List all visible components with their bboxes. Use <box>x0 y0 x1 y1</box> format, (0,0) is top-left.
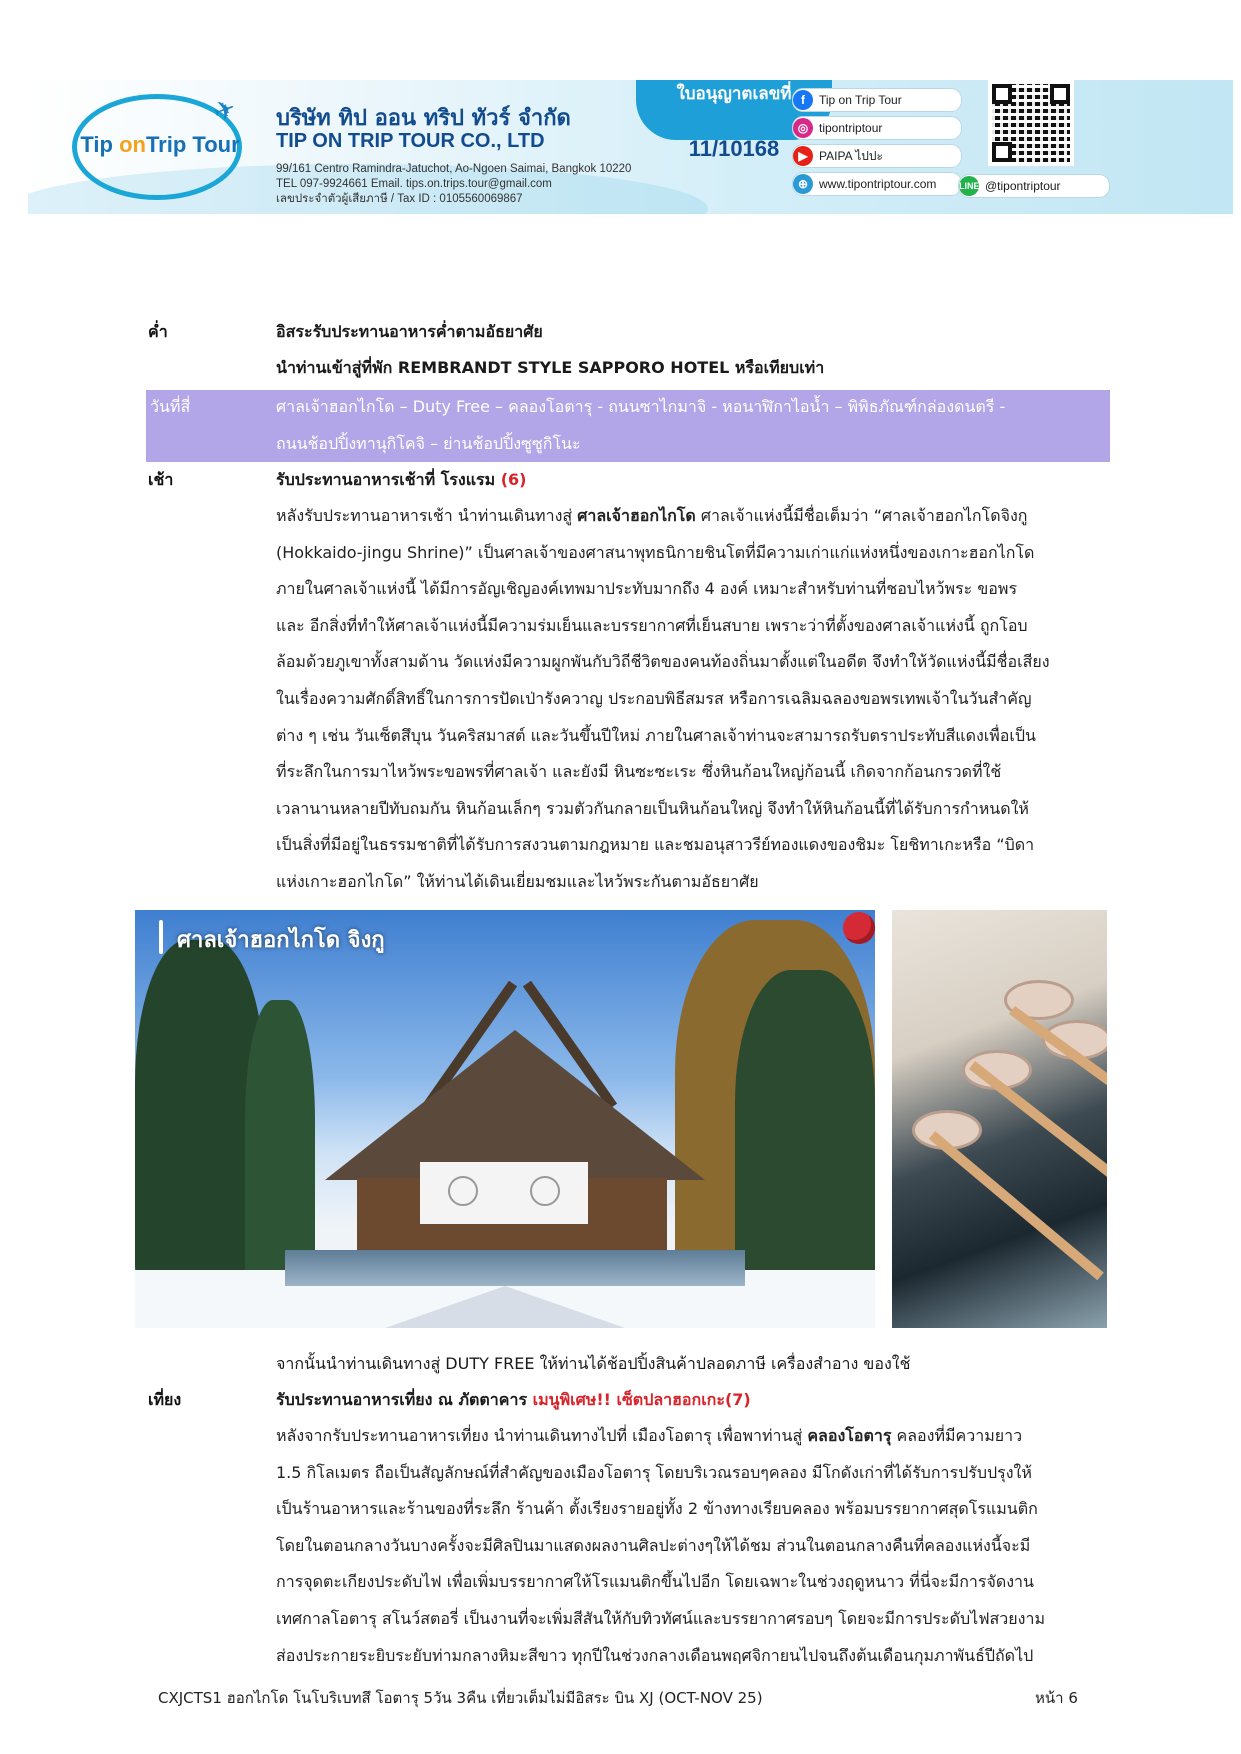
page-number: หน้า 6 <box>1035 1689 1078 1707</box>
social-facebook[interactable] <box>792 88 962 112</box>
company-name-english: TIP ON TRIP TOUR CO., LTD <box>276 130 545 152</box>
instagram-icon: ◎ <box>793 118 813 138</box>
lunch-text: รับประทานอาหารเที่ยง ณ ภัตตาคาร เมนูพิเศษ!! เซ็ตปลาฮอกเกะ(7) <box>276 1390 751 1409</box>
paragraph-line: หลังรับประทานอาหารเช้า นำท่านเดินทางสู่ ศาลเจ้าฮอกไกโด ศาลเจ้าแห่งนี้มีชื่อเต็มว่า “ศาลเจ้าฮอกไกโดจิงกู <box>276 506 1028 525</box>
line-app-icon: LINE <box>959 176 979 196</box>
day-label: วันที่สี่ <box>150 397 191 416</box>
social-instagram[interactable] <box>792 116 962 140</box>
license-label: ใบอนุญาตเลขที่ <box>676 84 792 104</box>
social-line-label: @tipontriptour <box>985 179 1061 193</box>
shrine-curtain <box>420 1162 588 1224</box>
footer-program-code: CXJCTS1 ฮอกไกโด โนโบริเบทสึ โอตารุ 5วัน 3คืน เที่ยวเต็มไม่มีอิสระ บิน XJ (OCT-NOV 25) <box>158 1689 763 1707</box>
web-icon: ⊕ <box>793 174 813 194</box>
caption-accent-bar <box>159 920 163 954</box>
company-address-block <box>276 162 631 207</box>
social-instagram-label: tipontriptour <box>819 121 883 135</box>
company-tax-id: เลขประจำตัวผู้เสียภาษี / Tax ID : 0105560069867 <box>276 193 523 205</box>
shrine-main-photo <box>135 910 875 1328</box>
paragraph-line: ต่าง ๆ เช่น วันเซ็ตสึบุน วันคริสมาสต์ และวันขึ้นปีใหม่ ภายในศาลเจ้าท่านจะสามารถรับตราประทับสีแดงเพื่อเป็น <box>276 725 1036 745</box>
paragraph-line: การจุดตะเกียงประดับไฟ เพื่อเพิ่มบรรยากาศให้โรแมนติกขึ้นไปอีก โดยเฉพาะในช่วงฤดูหนาว ที่นี่จะมีการจัดงาน <box>276 1572 1034 1592</box>
paragraph-line: (Hokkaido-jingu Shrine)” เป็นศาลเจ้าของศาสนาพุทธนิกายชินโตที่มีความเก่าแก่แห่งหนึ่งของเกาะฮอกไกโด <box>276 542 1035 562</box>
pushpin-icon <box>843 912 875 944</box>
canal-name: คลองโอตารุ <box>807 1426 892 1445</box>
breakfast-meal-code: (6) <box>500 470 527 489</box>
social-facebook-label: Tip on Trip Tour <box>819 93 902 107</box>
paragraph-line: โดยในตอนกลางวันบางครั้งจะมีศิลปินมาแสดงผลงานศิลปะต่างๆให้ได้ชม ส่วนในตอนกลางคืนที่คลองแห่งนี้จะมี <box>276 1535 1031 1555</box>
facebook-icon: f <box>793 90 813 110</box>
paragraph-line: เป็นสิ่งที่มีอยู่ในธรรมชาติที่ได้รับการสงวนตามกฎหมาย และชมอนุสาวรีย์ทองแดงของชิมะ โยชิทาเกะหรือ “บิดา <box>276 835 1035 855</box>
license-number: 11/10168 <box>688 136 780 161</box>
social-links <box>792 88 962 200</box>
company-address: 99/161 Centro Ramindra-Jatuchot, Ao-Ngoen Saimai, Bangkok 10220 <box>276 163 632 175</box>
day-heading-bar <box>146 390 1110 462</box>
day-itinerary-line-2: ถนนช้อปปิ้งทานุกิโคจิ – ย่านช้อปปิ้งซูซูกิโนะ <box>276 434 581 453</box>
social-youtube-label: PAIPA ไปปะ <box>819 148 883 163</box>
day-itinerary-line-1: ศาลเจ้าฮอกไกโด – Duty Free – คลองโอตารุ - ถนนซาไกมาจิ - หอนาฬิกาไอน้ำ – พิพิธภัณฑ์กล่องดนตรี - <box>276 397 1006 416</box>
paragraph-line: ล้อมด้วยภูเขาทั้งสามด้าน วัดแห่งมีความผูกพันกับวิถีชีวิตของคนท้องถิ่นมาตั้งแต่ในอดีต จึงทำให้วัดแห่งนี้มีชื่อเสียง <box>276 652 1050 672</box>
company-logo <box>72 94 244 202</box>
paragraph-line: และ อีกสิ่งที่ทำให้ศาลเจ้าแห่งนี้มีความร่มเย็นและบรรยากาศที่เย็นสบาย เพราะว่าที่ตั้งของศาลเจ้าแห่งนี้ ถูกโอบ <box>276 615 1028 635</box>
paragraph-line: เวลานานหลายปีทับถมกัน หินก้อนเล็กๆ รวมตัวกันกลายเป็นหินก้อนใหญ่ จึงทำให้หินก้อนนี้ที่ได้รับการกำหนดให้ <box>276 798 1029 818</box>
paragraph-line: แห่งเกาะฮอกไกโด” ให้ท่านได้เดินเยี่ยมชมและไหว้พระกันตามอัธยาศัย <box>276 871 759 891</box>
social-youtube[interactable] <box>792 144 962 168</box>
logo-wordmark: Tip onTrip Tour <box>80 132 240 157</box>
otaru-canal-description <box>276 1418 1110 1674</box>
paragraph-line: หลังจากรับประทานอาหารเที่ยง นำท่านเดินทางไปที่ เมืองโอตารุ เพื่อพาท่านสู่ คลองโอตารุ คลองที่มีความยาว <box>276 1426 1023 1445</box>
social-website-label: www.tipontriptour.com <box>819 177 937 191</box>
paragraph-line: ภายในศาลเจ้าแห่งนี้ ได้มีการอัญเชิญองค์เทพมาประทับมากถึง 4 องค์ เหมาะสำหรับท่านที่ชอบไหว้พระ ขอพร <box>276 579 1018 599</box>
lunch-special-menu: เมนูพิเศษ!! เซ็ตปลาฮอกเกะ(7) <box>532 1390 751 1409</box>
paragraph-line: 1.5 กิโลเมตร ถือเป็นสัญลักษณ์ที่สำคัญของเมืองโอตารุ โดยบริเวณรอบๆคลอง มีโกดังเก่าที่ได้รับการปรับปรุงให้ <box>276 1462 1032 1482</box>
paragraph-line: ที่ระลึกในการมาไหว้พระขอพรที่ศาลเจ้า และยังมี หินซะซะเระ ซึ่งหินก้อนใหญ่ก้อนนี้ เกิดจากก้อนกรวดที่ใช้ <box>276 762 1002 782</box>
company-name-thai: บริษัท ทิป ออน ทริป ทัวร์ จำกัด <box>276 106 571 131</box>
breakfast-text: รับประทานอาหารเช้าที่ โรงแรม (6) <box>276 470 527 489</box>
paragraph-line: เทศกาลโอตารุ สโนว์สตอรี่ เป็นงานที่จะเพิ่มสีสันให้กับทิวทัศน์และบรรยากาศรอบๆ โดยจะมีการประดับไฟสวยงาม <box>276 1608 1046 1628</box>
shrine-name: ศาลเจ้าฮอกไกโด <box>577 506 696 525</box>
company-header-banner <box>28 80 1233 214</box>
meal-label-breakfast: เช้า <box>148 470 174 489</box>
shrine-photo-collage <box>135 910 1107 1328</box>
youtube-icon: ▶ <box>793 146 813 166</box>
meal-label-dinner: ค่ำ <box>148 322 168 341</box>
paragraph-line: เป็นร้านอาหารและร้านของที่ระลึก ร้านค้า ตั้งเรียงรายอยู่ทั้ง 2 ข้างทางเรียบคลอง พร้อมบรรยากาศสุดโรแมนติก <box>276 1499 1038 1519</box>
paragraph-line: ส่องประกายระยิบระยับท่ามกลางหิมะสีขาว ทุกปีในช่วงกลางเดือนพฤศจิกายนไปจนถึงต้นเดือนกุมภาพันธ์ปีถัดไป <box>276 1645 1034 1665</box>
photo-caption: ศาลเจ้าฮอกไกโด จิงกู <box>177 928 385 953</box>
dinner-text: อิสระรับประทานอาหารค่ำตามอัธยาศัย <box>276 322 543 341</box>
duty-free-text: จากนั้นนำท่านเดินทางสู่ DUTY FREE ให้ท่านได้ช้อปปิ้งสินค้าปลอดภาษี เครื่องสำอาง ของใช้ <box>276 1354 911 1373</box>
social-website[interactable] <box>792 172 962 196</box>
shrine-description <box>276 498 1110 901</box>
paragraph-line: ในเรื่องความศักดิ์สิทธิ์ในการการปัดเป่ารังควาญ ประกอบพิธีสมรส หรือการเฉลิมฉลองขอพรเทพเจ้าในวันสำคัญ <box>276 688 1032 708</box>
purification-ladles-photo <box>892 910 1107 1328</box>
airplane-icon: ✈ <box>209 93 241 129</box>
hotel-text: นำท่านเข้าสู่ที่พัก REMBRANDT STYLE SAPPORO HOTEL หรือเทียบเท่า <box>276 358 825 377</box>
qr-code <box>988 80 1074 166</box>
social-line[interactable] <box>958 174 1110 198</box>
company-contact: TEL 097-9924661 Email. tips.on.trips.tour@gmail.com <box>276 178 552 190</box>
meal-label-lunch: เที่ยง <box>148 1390 182 1409</box>
